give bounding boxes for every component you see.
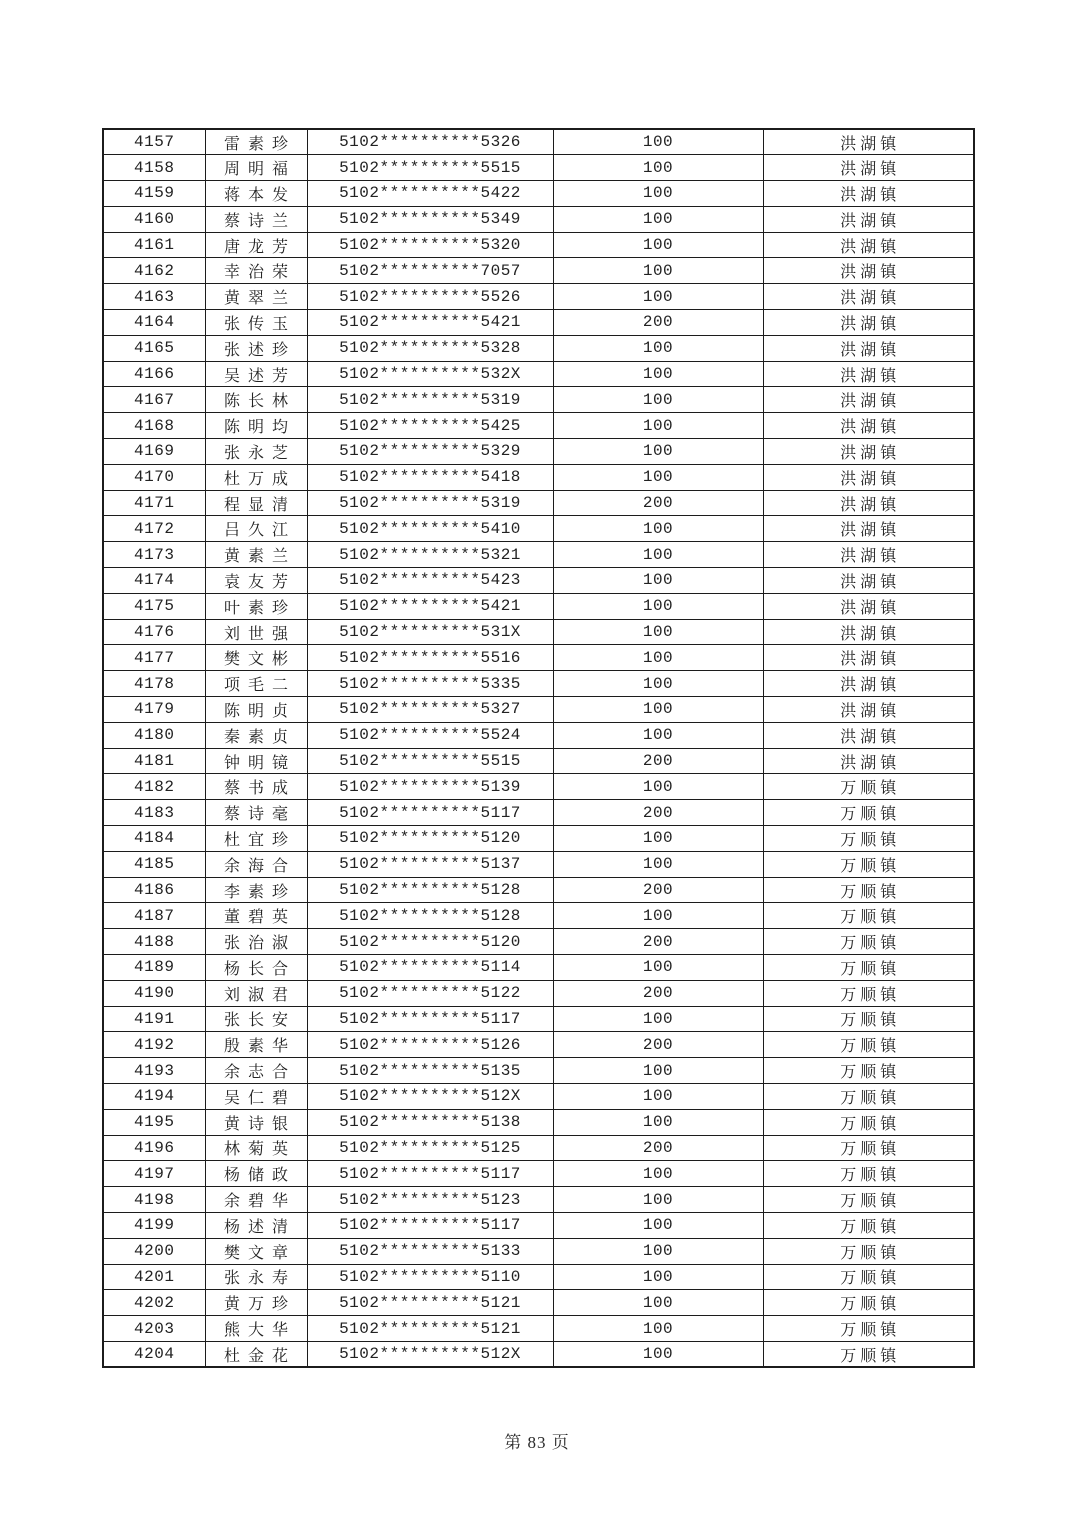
cell-town: 洪湖镇: [763, 155, 974, 181]
cell-id-masked: 5102**********5319: [307, 387, 553, 413]
cell-id-masked: 5102**********5421: [307, 593, 553, 619]
cell-town: 万顺镇: [763, 1316, 974, 1342]
cell-id-masked: 5102**********5133: [307, 1238, 553, 1264]
cell-name: 叶素珍: [205, 593, 307, 619]
cell-amount: 100: [553, 439, 763, 465]
cell-name: 吴仁碧: [205, 1083, 307, 1109]
cell-serial: 4186: [103, 877, 205, 903]
cell-id-masked: 5102**********5139: [307, 774, 553, 800]
page-number: 第 83 页: [504, 1433, 570, 1452]
cell-id-masked: 5102**********5418: [307, 464, 553, 490]
table-row: [103, 568, 974, 594]
cell-town: 万顺镇: [763, 955, 974, 981]
cell-name: 项毛二: [205, 671, 307, 697]
cell-name: 幸治荣: [205, 258, 307, 284]
cell-id-masked: 5102**********532X: [307, 361, 553, 387]
cell-amount: 100: [553, 206, 763, 232]
cell-town: 洪湖镇: [763, 516, 974, 542]
table-row: [103, 1135, 974, 1161]
cell-id-masked: 5102**********5526: [307, 284, 553, 310]
cell-amount: 100: [553, 335, 763, 361]
cell-name: 董碧英: [205, 903, 307, 929]
cell-name: 樊文彬: [205, 645, 307, 671]
cell-amount: 200: [553, 1032, 763, 1058]
cell-town: 洪湖镇: [763, 697, 974, 723]
cell-id-masked: 5102**********5421: [307, 310, 553, 336]
cell-town: 洪湖镇: [763, 490, 974, 516]
cell-amount: 100: [553, 1316, 763, 1342]
table-row: [103, 851, 974, 877]
cell-id-masked: 5102**********5110: [307, 1264, 553, 1290]
table-row: [103, 232, 974, 258]
cell-serial: 4163: [103, 284, 205, 310]
cell-town: 洪湖镇: [763, 413, 974, 439]
cell-id-masked: 5102**********5515: [307, 748, 553, 774]
table-row: [103, 1006, 974, 1032]
cell-name: 吕久江: [205, 516, 307, 542]
cell-serial: 4190: [103, 980, 205, 1006]
cell-amount: 100: [553, 181, 763, 207]
cell-name: 陈明均: [205, 413, 307, 439]
cell-serial: 4167: [103, 387, 205, 413]
cell-id-masked: 5102**********5123: [307, 1187, 553, 1213]
cell-serial: 4201: [103, 1264, 205, 1290]
beneficiary-table: [102, 128, 975, 1368]
cell-town: 洪湖镇: [763, 593, 974, 619]
cell-serial: 4175: [103, 593, 205, 619]
table-row: [103, 1083, 974, 1109]
cell-serial: 4180: [103, 722, 205, 748]
cell-name: 黄万珍: [205, 1290, 307, 1316]
cell-serial: 4182: [103, 774, 205, 800]
cell-name: 唐龙芳: [205, 232, 307, 258]
cell-amount: 200: [553, 877, 763, 903]
cell-amount: 100: [553, 697, 763, 723]
cell-serial: 4196: [103, 1135, 205, 1161]
cell-serial: 4158: [103, 155, 205, 181]
cell-name: 张永芝: [205, 439, 307, 465]
cell-name: 钟明镜: [205, 748, 307, 774]
cell-name: 余志合: [205, 1058, 307, 1084]
cell-id-masked: 5102**********5516: [307, 645, 553, 671]
cell-serial: 4195: [103, 1109, 205, 1135]
cell-name: 袁友芳: [205, 568, 307, 594]
cell-id-masked: 5102**********5125: [307, 1135, 553, 1161]
table-row: [103, 181, 974, 207]
cell-amount: 100: [553, 1083, 763, 1109]
cell-amount: 100: [553, 413, 763, 439]
cell-town: 万顺镇: [763, 1058, 974, 1084]
cell-town: 洪湖镇: [763, 439, 974, 465]
cell-id-masked: 5102**********5326: [307, 129, 553, 155]
cell-town: 万顺镇: [763, 1109, 974, 1135]
cell-serial: 4187: [103, 903, 205, 929]
cell-amount: 100: [553, 1187, 763, 1213]
cell-town: 洪湖镇: [763, 129, 974, 155]
cell-amount: 100: [553, 1290, 763, 1316]
cell-id-masked: 5102**********5327: [307, 697, 553, 723]
cell-id-masked: 5102**********5410: [307, 516, 553, 542]
cell-amount: 200: [553, 310, 763, 336]
cell-serial: 4194: [103, 1083, 205, 1109]
table-row: [103, 774, 974, 800]
cell-town: 洪湖镇: [763, 568, 974, 594]
table-row: [103, 800, 974, 826]
cell-serial: 4171: [103, 490, 205, 516]
cell-name: 程显清: [205, 490, 307, 516]
cell-serial: 4185: [103, 851, 205, 877]
table-row: [103, 645, 974, 671]
cell-town: 洪湖镇: [763, 542, 974, 568]
table-row: [103, 1238, 974, 1264]
cell-id-masked: 5102**********5137: [307, 851, 553, 877]
cell-name: 林菊英: [205, 1135, 307, 1161]
cell-id-masked: 5102**********5319: [307, 490, 553, 516]
cell-serial: 4189: [103, 955, 205, 981]
cell-serial: 4181: [103, 748, 205, 774]
cell-town: 万顺镇: [763, 1238, 974, 1264]
cell-amount: 100: [553, 851, 763, 877]
cell-serial: 4203: [103, 1316, 205, 1342]
cell-town: 万顺镇: [763, 1032, 974, 1058]
cell-amount: 100: [553, 284, 763, 310]
cell-amount: 100: [553, 722, 763, 748]
cell-amount: 100: [553, 568, 763, 594]
cell-town: 万顺镇: [763, 851, 974, 877]
cell-amount: 100: [553, 1212, 763, 1238]
cell-id-masked: 5102**********5335: [307, 671, 553, 697]
cell-id-masked: 5102**********5117: [307, 1212, 553, 1238]
cell-serial: 4172: [103, 516, 205, 542]
cell-serial: 4166: [103, 361, 205, 387]
cell-id-masked: 5102**********5126: [307, 1032, 553, 1058]
cell-town: 洪湖镇: [763, 645, 974, 671]
table-row: [103, 929, 974, 955]
cell-id-masked: 5102**********7057: [307, 258, 553, 284]
table-row: [103, 284, 974, 310]
cell-town: 洪湖镇: [763, 232, 974, 258]
cell-serial: 4162: [103, 258, 205, 284]
table-row: [103, 1212, 974, 1238]
cell-amount: 100: [553, 542, 763, 568]
table-row: [103, 722, 974, 748]
cell-amount: 100: [553, 826, 763, 852]
cell-id-masked: 5102**********5121: [307, 1290, 553, 1316]
table-row: [103, 206, 974, 232]
cell-amount: 200: [553, 800, 763, 826]
cell-name: 蔡诗兰: [205, 206, 307, 232]
cell-id-masked: 5102**********5128: [307, 903, 553, 929]
cell-id-masked: 5102**********5515: [307, 155, 553, 181]
table-row: [103, 1058, 974, 1084]
cell-amount: 100: [553, 1238, 763, 1264]
cell-town: 万顺镇: [763, 1187, 974, 1213]
cell-name: 蔡书成: [205, 774, 307, 800]
cell-amount: 100: [553, 464, 763, 490]
table-row: [103, 490, 974, 516]
cell-town: 洪湖镇: [763, 258, 974, 284]
cell-serial: 4198: [103, 1187, 205, 1213]
cell-amount: 100: [553, 232, 763, 258]
cell-name: 李素珍: [205, 877, 307, 903]
table-body: [103, 129, 974, 1367]
cell-id-masked: 5102**********5138: [307, 1109, 553, 1135]
table-row: [103, 980, 974, 1006]
cell-serial: 4200: [103, 1238, 205, 1264]
cell-serial: 4164: [103, 310, 205, 336]
cell-serial: 4184: [103, 826, 205, 852]
cell-amount: 100: [553, 387, 763, 413]
cell-serial: 4192: [103, 1032, 205, 1058]
cell-town: 万顺镇: [763, 1006, 974, 1032]
cell-name: 黄素兰: [205, 542, 307, 568]
cell-id-masked: 5102**********5122: [307, 980, 553, 1006]
cell-name: 杜金花: [205, 1341, 307, 1367]
cell-name: 陈长林: [205, 387, 307, 413]
cell-name: 余碧华: [205, 1187, 307, 1213]
cell-serial: 4173: [103, 542, 205, 568]
table-row: [103, 619, 974, 645]
cell-town: 洪湖镇: [763, 310, 974, 336]
cell-id-masked: 5102**********5114: [307, 955, 553, 981]
cell-name: 蔡诗毫: [205, 800, 307, 826]
cell-amount: 100: [553, 1058, 763, 1084]
cell-id-masked: 5102**********5120: [307, 929, 553, 955]
cell-serial: 4204: [103, 1341, 205, 1367]
table-row: [103, 361, 974, 387]
table-row: [103, 903, 974, 929]
cell-serial: 4176: [103, 619, 205, 645]
cell-town: 万顺镇: [763, 1135, 974, 1161]
cell-serial: 4159: [103, 181, 205, 207]
cell-name: 张长安: [205, 1006, 307, 1032]
cell-id-masked: 5102**********5117: [307, 1006, 553, 1032]
cell-serial: 4197: [103, 1161, 205, 1187]
cell-town: 洪湖镇: [763, 284, 974, 310]
cell-id-masked: 5102**********512X: [307, 1341, 553, 1367]
cell-name: 雷素珍: [205, 129, 307, 155]
cell-amount: 100: [553, 671, 763, 697]
cell-name: 张述珍: [205, 335, 307, 361]
cell-name: 刘世强: [205, 619, 307, 645]
cell-name: 黄翠兰: [205, 284, 307, 310]
cell-id-masked: 5102**********5329: [307, 439, 553, 465]
cell-name: 樊文章: [205, 1238, 307, 1264]
cell-amount: 200: [553, 1135, 763, 1161]
table-row: [103, 258, 974, 284]
cell-name: 杜宜珍: [205, 826, 307, 852]
cell-serial: 4168: [103, 413, 205, 439]
cell-town: 万顺镇: [763, 929, 974, 955]
cell-name: 陈明贞: [205, 697, 307, 723]
table-row: [103, 464, 974, 490]
cell-serial: 4193: [103, 1058, 205, 1084]
cell-serial: 4188: [103, 929, 205, 955]
cell-name: 吴述芳: [205, 361, 307, 387]
table-row: [103, 1187, 974, 1213]
cell-amount: 100: [553, 258, 763, 284]
cell-amount: 100: [553, 1161, 763, 1187]
cell-town: 万顺镇: [763, 826, 974, 852]
cell-town: 万顺镇: [763, 1212, 974, 1238]
cell-town: 万顺镇: [763, 980, 974, 1006]
cell-id-masked: 5102**********5349: [307, 206, 553, 232]
cell-name: 秦素贞: [205, 722, 307, 748]
cell-name: 张传玉: [205, 310, 307, 336]
cell-id-masked: 5102**********5135: [307, 1058, 553, 1084]
cell-name: 张永寿: [205, 1264, 307, 1290]
table-row: [103, 593, 974, 619]
table-row: [103, 1109, 974, 1135]
cell-id-masked: 5102**********5117: [307, 1161, 553, 1187]
table-row: [103, 1032, 974, 1058]
cell-town: 万顺镇: [763, 774, 974, 800]
cell-amount: 100: [553, 619, 763, 645]
cell-serial: 4199: [103, 1212, 205, 1238]
table-row: [103, 1290, 974, 1316]
table-row: [103, 1161, 974, 1187]
cell-amount: 100: [553, 1264, 763, 1290]
cell-town: 万顺镇: [763, 903, 974, 929]
cell-id-masked: 5102**********5321: [307, 542, 553, 568]
table-row: [103, 155, 974, 181]
table-row: [103, 1341, 974, 1367]
cell-serial: 4169: [103, 439, 205, 465]
cell-amount: 200: [553, 980, 763, 1006]
cell-town: 洪湖镇: [763, 335, 974, 361]
cell-id-masked: 5102**********5425: [307, 413, 553, 439]
table-row: [103, 826, 974, 852]
cell-town: 洪湖镇: [763, 181, 974, 207]
cell-name: 杨述清: [205, 1212, 307, 1238]
table-row: [103, 310, 974, 336]
cell-town: 洪湖镇: [763, 748, 974, 774]
cell-amount: 100: [553, 774, 763, 800]
cell-name: 黄诗银: [205, 1109, 307, 1135]
cell-town: 洪湖镇: [763, 361, 974, 387]
cell-town: 万顺镇: [763, 1083, 974, 1109]
cell-serial: 4183: [103, 800, 205, 826]
cell-amount: 200: [553, 748, 763, 774]
cell-town: 洪湖镇: [763, 464, 974, 490]
cell-amount: 200: [553, 490, 763, 516]
cell-serial: 4177: [103, 645, 205, 671]
table-row: [103, 697, 974, 723]
table-row: [103, 387, 974, 413]
cell-serial: 4157: [103, 129, 205, 155]
cell-serial: 4202: [103, 1290, 205, 1316]
cell-id-masked: 5102**********5328: [307, 335, 553, 361]
cell-town: 洪湖镇: [763, 387, 974, 413]
cell-amount: 100: [553, 955, 763, 981]
cell-town: 万顺镇: [763, 1341, 974, 1367]
table-row: [103, 439, 974, 465]
table-row: [103, 413, 974, 439]
cell-town: 洪湖镇: [763, 671, 974, 697]
cell-id-masked: 5102**********5121: [307, 1316, 553, 1342]
cell-id-masked: 5102**********5423: [307, 568, 553, 594]
cell-serial: 4161: [103, 232, 205, 258]
cell-amount: 100: [553, 1341, 763, 1367]
cell-town: 洪湖镇: [763, 619, 974, 645]
cell-serial: 4179: [103, 697, 205, 723]
table-row: [103, 335, 974, 361]
cell-amount: 200: [553, 929, 763, 955]
table-row: [103, 1264, 974, 1290]
cell-id-masked: 5102**********5128: [307, 877, 553, 903]
cell-serial: 4191: [103, 1006, 205, 1032]
cell-amount: 100: [553, 903, 763, 929]
cell-amount: 100: [553, 593, 763, 619]
cell-town: 洪湖镇: [763, 722, 974, 748]
cell-amount: 100: [553, 361, 763, 387]
cell-id-masked: 5102**********512X: [307, 1083, 553, 1109]
cell-name: 杜万成: [205, 464, 307, 490]
cell-town: 万顺镇: [763, 877, 974, 903]
table-row: [103, 748, 974, 774]
cell-town: 万顺镇: [763, 1161, 974, 1187]
cell-serial: 4174: [103, 568, 205, 594]
cell-amount: 100: [553, 1006, 763, 1032]
table-row: [103, 877, 974, 903]
cell-town: 万顺镇: [763, 1290, 974, 1316]
cell-id-masked: 5102**********5524: [307, 722, 553, 748]
cell-amount: 100: [553, 516, 763, 542]
cell-serial: 4160: [103, 206, 205, 232]
cell-amount: 100: [553, 645, 763, 671]
table-row: [103, 516, 974, 542]
cell-name: 刘淑君: [205, 980, 307, 1006]
table-row: [103, 955, 974, 981]
cell-name: 熊大华: [205, 1316, 307, 1342]
cell-town: 万顺镇: [763, 1264, 974, 1290]
cell-name: 周明福: [205, 155, 307, 181]
cell-id-masked: 5102**********5120: [307, 826, 553, 852]
cell-id-masked: 5102**********5422: [307, 181, 553, 207]
table-row: [103, 542, 974, 568]
cell-name: 杨储政: [205, 1161, 307, 1187]
cell-name: 杨长合: [205, 955, 307, 981]
table-row: [103, 1316, 974, 1342]
cell-id-masked: 5102**********5320: [307, 232, 553, 258]
cell-amount: 100: [553, 155, 763, 181]
cell-name: 张治淑: [205, 929, 307, 955]
cell-serial: 4170: [103, 464, 205, 490]
cell-town: 洪湖镇: [763, 206, 974, 232]
cell-id-masked: 5102**********531X: [307, 619, 553, 645]
table-row: [103, 671, 974, 697]
cell-amount: 100: [553, 1109, 763, 1135]
table-row: [103, 129, 974, 155]
cell-id-masked: 5102**********5117: [307, 800, 553, 826]
cell-town: 万顺镇: [763, 800, 974, 826]
cell-name: 殷素华: [205, 1032, 307, 1058]
cell-name: 蒋本发: [205, 181, 307, 207]
cell-name: 余海合: [205, 851, 307, 877]
cell-serial: 4165: [103, 335, 205, 361]
cell-amount: 100: [553, 129, 763, 155]
cell-serial: 4178: [103, 671, 205, 697]
